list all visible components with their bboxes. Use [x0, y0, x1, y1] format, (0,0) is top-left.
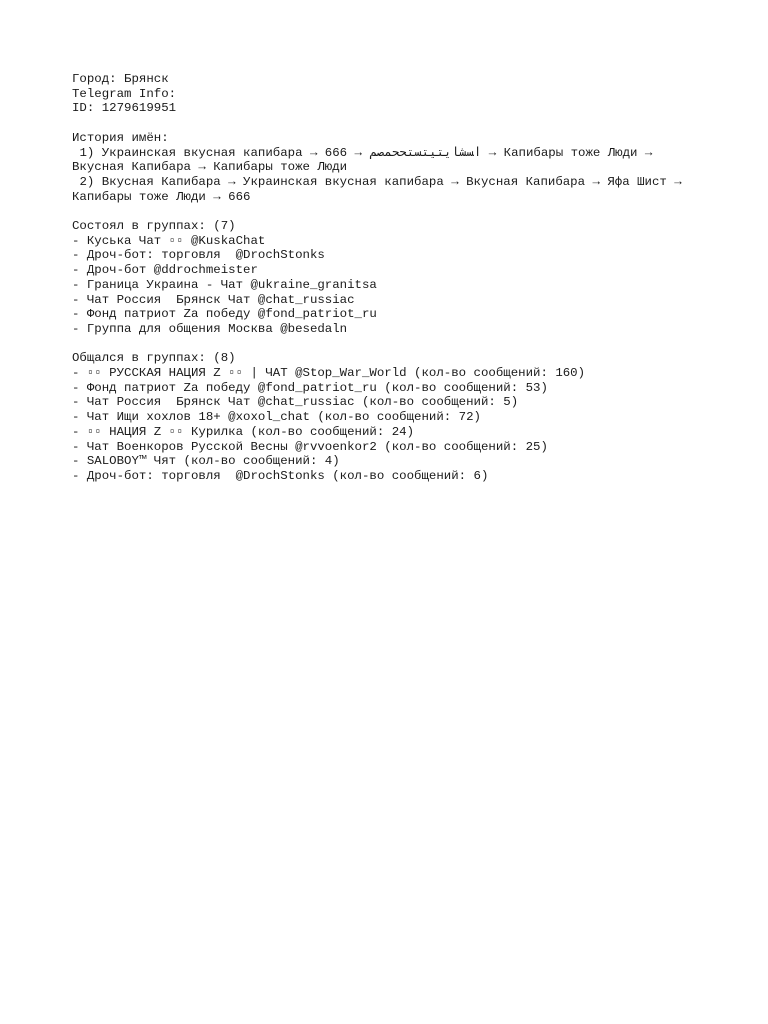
spacer: [72, 116, 696, 131]
member-group-item: - Фонд патриот Zа победу @fond_patriot_ru: [72, 307, 377, 322]
member-group-item: - Дроч-бот: торговля @DrochStonks: [72, 248, 325, 263]
member-group-item: - Группа для общения Москва @besedaln: [72, 321, 348, 336]
chat-group-item: - Чат Ищи хохлов 18+ @xoxol_chat (кол-во сообщений: 72): [72, 410, 481, 425]
chat-group-item: - ▫▫ НАЦИЯ Z ▫▫ Курилка (кол-во сообщений: 24): [72, 424, 415, 439]
chat-group-item: - ▫▫ РУССКАЯ НАЦИЯ Z ▫▫ | ЧАТ @Stop_War_World (кол-во сообщений: 160): [72, 366, 586, 381]
user-id-line: ID: 1279619951: [72, 101, 177, 116]
name-history-entry: 1) Украинская вкусная капибара → 666 → اﺴﺸﺎﻳﺘﻴﺘﺴﺘﺤﺤﻤﺼﻢ → Капибары тоже Люди → Вкусная Капибара → Капибары тоже Люди: [72, 145, 660, 175]
name-history-entry: 2) Вкусная Капибара → Украинская вкусная капибара → Вкусная Капибара → Яфа Шист → Капибары тоже Люди → 666: [72, 174, 690, 204]
chat-group-item: - SALOBOY™ Чят (кол-во сообщений: 4): [72, 454, 340, 469]
chat-groups-title: Общался в группах: (8): [72, 351, 236, 366]
spacer: [72, 337, 696, 352]
member-groups-title: Состоял в группах: (7): [72, 219, 236, 233]
name-history-title: История имён:: [72, 130, 169, 145]
chat-group-item: - Дроч-бот: торговля @DrochStonks (кол-во сообщений: 6): [72, 468, 489, 483]
telegram-info-line: Telegram Info:: [72, 86, 177, 101]
spacer: [72, 204, 696, 219]
city-line: Город: Брянск: [72, 72, 169, 86]
member-group-item: - Чат Россия Брянск Чат @chat_russiac: [72, 292, 355, 307]
member-group-item: - Куська Чат ▫▫ @KuskaChat: [72, 233, 266, 248]
member-group-item: - Граница Украина - Чат @ukraine_granitsa: [72, 277, 377, 292]
document-page: [72, 72, 696, 484]
chat-group-item: - Чат Россия Брянск Чат @chat_russiac (кол-во сообщений: 5): [72, 395, 519, 410]
chat-group-item: - Фонд патриот Zа победу @fond_patriot_ru (кол-во сообщений: 53): [72, 380, 548, 395]
member-group-item: - Дроч-бот @ddrochmeister: [72, 263, 258, 278]
chat-group-item: - Чат Военкоров Русской Весны @rvvoenkor2 (кол-во сообщений: 25): [72, 439, 548, 454]
